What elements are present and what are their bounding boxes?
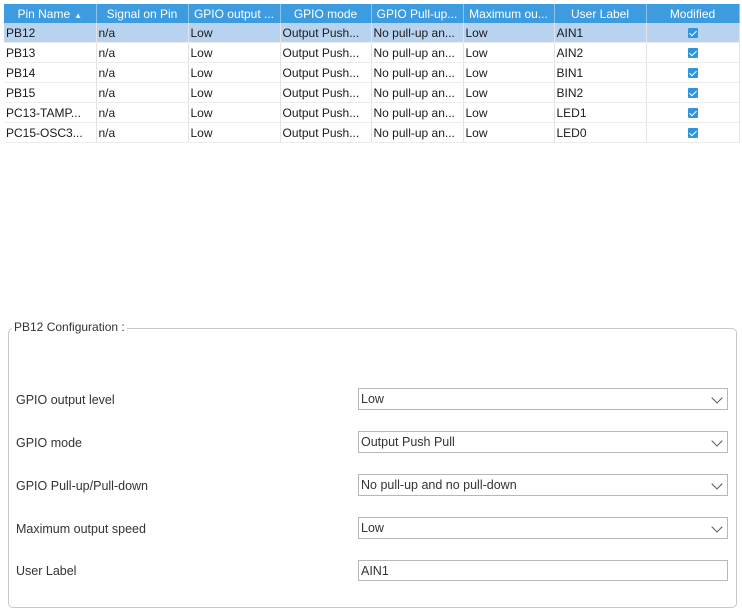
- user-label-cell: BIN1: [554, 63, 646, 83]
- signal-cell: n/a: [96, 23, 188, 43]
- modified-cell: [646, 63, 739, 83]
- modified-cell: [646, 83, 739, 103]
- gpio-pull-cell: No pull-up an...: [371, 103, 463, 123]
- maximum-output-speed-cell: Low: [463, 83, 554, 103]
- modified-checkbox[interactable]: [688, 128, 698, 138]
- pin-name-cell: PB13: [4, 43, 96, 63]
- column-header-signal-on-pin[interactable]: Signal on Pin: [96, 4, 188, 23]
- column-header-gpio-output-level[interactable]: GPIO output ...: [188, 4, 280, 23]
- gpio-pull-cell: No pull-up an...: [371, 123, 463, 143]
- signal-cell: n/a: [96, 123, 188, 143]
- table-row[interactable]: [4, 23, 739, 43]
- table-row[interactable]: [4, 43, 739, 63]
- chevron-down-icon: [711, 521, 722, 532]
- column-header-label: Pin Name: [17, 6, 71, 21]
- maximum-output-speed-cell: Low: [463, 43, 554, 63]
- gpio-pull-value: No pull-up and no pull-down: [361, 478, 517, 492]
- gpio-output-level-select[interactable]: [358, 388, 728, 410]
- user-label-cell: LED1: [554, 103, 646, 123]
- gpio-output-level-cell: Low: [188, 23, 280, 43]
- pin-name-cell: PC13-TAMP...: [4, 103, 96, 123]
- gpio-mode-cell: Output Push...: [280, 63, 371, 83]
- maximum-output-speed-cell: Low: [463, 123, 554, 143]
- gpio-pull-cell: No pull-up an...: [371, 23, 463, 43]
- user-label-cell: AIN1: [554, 23, 646, 43]
- signal-cell: n/a: [96, 43, 188, 63]
- table-body: [4, 23, 739, 143]
- modified-checkbox[interactable]: [688, 88, 698, 98]
- user-label-label: User Label: [16, 564, 77, 578]
- chevron-down-icon: [711, 478, 722, 489]
- gpio-pull-cell: No pull-up an...: [371, 43, 463, 63]
- pin-name-cell: PC15-OSC3...: [4, 123, 96, 143]
- gpio-output-level-value: Low: [361, 392, 384, 406]
- pin-name-cell: PB12: [4, 23, 96, 43]
- gpio-pull-label: GPIO Pull-up/Pull-down: [16, 479, 149, 493]
- user-label-cell: AIN2: [554, 43, 646, 63]
- gpio-output-level-cell: Low: [188, 123, 280, 143]
- maximum-output-speed-cell: Low: [463, 23, 554, 43]
- configuration-title: PB12 Configuration :: [14, 320, 125, 334]
- modified-checkbox[interactable]: [688, 28, 698, 38]
- gpio-mode-select[interactable]: [358, 431, 728, 453]
- maximum-output-speed-select[interactable]: [358, 517, 728, 539]
- gpio-mode-cell: Output Push...: [280, 123, 371, 143]
- maximum-output-speed-value: Low: [361, 521, 384, 535]
- gpio-mode-value: Output Push Pull: [361, 435, 455, 449]
- table-row[interactable]: [4, 103, 739, 123]
- gpio-pull-cell: No pull-up an...: [371, 63, 463, 83]
- chevron-down-icon: [711, 435, 722, 446]
- gpio-output-level-cell: Low: [188, 63, 280, 83]
- modified-cell: [646, 103, 739, 123]
- user-label-cell: LED0: [554, 123, 646, 143]
- signal-cell: n/a: [96, 103, 188, 123]
- sort-ascending-icon: ▲: [74, 10, 83, 20]
- modified-checkbox[interactable]: [688, 48, 698, 58]
- modified-checkbox[interactable]: [688, 68, 698, 78]
- gpio-output-level-cell: Low: [188, 103, 280, 123]
- chevron-down-icon: [711, 392, 722, 403]
- table-header-row: [4, 4, 739, 23]
- column-header-gpio-mode[interactable]: GPIO mode: [280, 4, 371, 23]
- table-row[interactable]: [4, 63, 739, 83]
- gpio-mode-cell: Output Push...: [280, 103, 371, 123]
- maximum-output-speed-cell: Low: [463, 63, 554, 83]
- pin-name-cell: PB14: [4, 63, 96, 83]
- column-header-user-label[interactable]: User Label: [554, 4, 646, 23]
- modified-cell: [646, 43, 739, 63]
- column-header-gpio-pull[interactable]: GPIO Pull-up...: [371, 4, 463, 23]
- table-row[interactable]: [4, 83, 739, 103]
- maximum-output-speed-cell: Low: [463, 103, 554, 123]
- pin-configuration-table: [4, 4, 740, 143]
- modified-cell: [646, 123, 739, 143]
- gpio-pull-select[interactable]: [358, 474, 728, 496]
- signal-cell: n/a: [96, 83, 188, 103]
- gpio-pull-cell: No pull-up an...: [371, 83, 463, 103]
- gpio-mode-cell: Output Push...: [280, 43, 371, 63]
- table-row[interactable]: [4, 123, 739, 143]
- pin-name-cell: PB15: [4, 83, 96, 103]
- gpio-output-level-cell: Low: [188, 43, 280, 63]
- modified-cell: [646, 23, 739, 43]
- user-label-input[interactable]: [358, 560, 728, 581]
- user-label-cell: BIN2: [554, 83, 646, 103]
- column-header-maximum-output-speed[interactable]: Maximum ou...: [463, 4, 554, 23]
- gpio-mode-label: GPIO mode: [16, 436, 82, 450]
- gpio-mode-cell: Output Push...: [280, 83, 371, 103]
- column-header-pin-name[interactable]: [4, 4, 96, 23]
- gpio-output-level-cell: Low: [188, 83, 280, 103]
- maximum-output-speed-label: Maximum output speed: [16, 522, 146, 536]
- column-header-modified[interactable]: Modified: [646, 4, 739, 23]
- signal-cell: n/a: [96, 63, 188, 83]
- gpio-mode-cell: Output Push...: [280, 23, 371, 43]
- modified-checkbox[interactable]: [688, 108, 698, 118]
- gpio-output-level-label: GPIO output level: [16, 393, 115, 407]
